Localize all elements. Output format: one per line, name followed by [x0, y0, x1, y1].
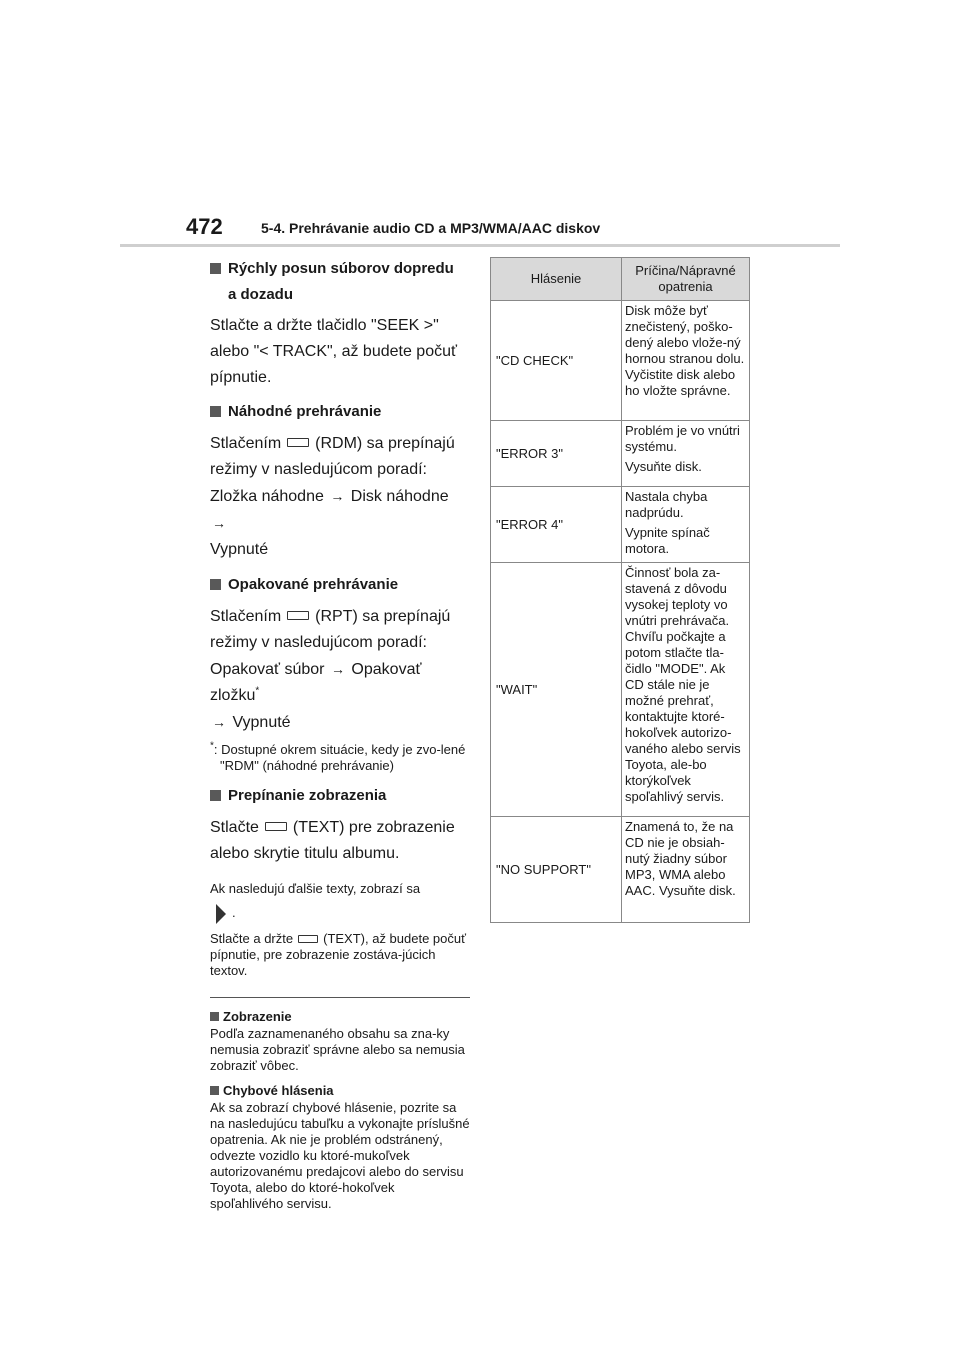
square-bullet-icon — [210, 1012, 219, 1021]
note-errors-text: Ak sa zobrazí chybové hlásenie, pozrite sa na nasledujúcu tabuľku a vykonajte príslušné opatrenia. Ak nie je problém odstránený, odvezte vozidlo ku ktoré-mukoľvek autorizovanému predajcovi alebo do servisu Toyota, alebo do ktoré-hokoľvek spoľahlivého servisu. — [210, 1100, 470, 1211]
fix-text: Činnosť bola za-stavená z dôvodu vysokej teploty vo vnútri prehrávača. Chvíľu počkajte a potom stlačte tla-čidlo "MODE". Ak CD stále nie je možné prehrať, kontaktujte ktoré-hokoľvek autorizo-vaného alebo servis Toyota, ale-bo ktorýkoľvek spoľahlivý servis. — [625, 565, 741, 804]
fix-text: Problém je vo vnútri systému. — [625, 423, 740, 454]
table-row — [491, 563, 750, 817]
display-more-text — [210, 877, 470, 925]
page-number: 472 — [186, 214, 223, 239]
random-seq-1: Zložka náhodne — [210, 488, 324, 505]
note-errors-title-text: Chybové hlásenia — [223, 1083, 334, 1098]
random-text — [210, 431, 470, 563]
table-cell-message: "ERROR 4" — [491, 487, 622, 563]
button-icon — [287, 611, 309, 620]
repeat-title-text: Opakované prehrávanie — [228, 576, 399, 593]
right-arrow-icon: → — [330, 661, 345, 677]
square-bullet-icon — [210, 790, 221, 801]
display-text-before: Stlačte — [210, 819, 259, 836]
display-text — [210, 815, 470, 867]
right-arrow-icon: → — [212, 515, 226, 531]
table-cell-fix — [622, 421, 750, 487]
display-more-end: . — [232, 905, 236, 920]
note-display-title — [210, 1008, 470, 1026]
random-title — [210, 399, 470, 425]
more-arrow-icon — [216, 904, 226, 924]
button-icon — [287, 438, 309, 447]
table-header-row — [491, 258, 750, 301]
display-more-label: Ak nasledujú ďalšie texty, zobrazí sa — [210, 881, 421, 896]
footnote-mark: * — [210, 740, 214, 752]
square-bullet-icon — [210, 263, 221, 274]
repeat-seq-2: Opakovať zložku — [210, 661, 422, 704]
table-row — [491, 301, 750, 421]
fix-text: Disk môže byť znečistený, poško-dený alebo vlože-ný hornou stranou dolu. — [625, 303, 745, 366]
repeat-title — [210, 572, 470, 598]
repeat-seq-3: Vypnuté — [232, 714, 291, 731]
right-arrow-icon: → — [212, 714, 226, 730]
table-row — [491, 487, 750, 563]
repeat-footnote — [210, 742, 470, 774]
repeat-footnote-text: : Dostupné okrem situácie, kedy je zvo-lené "RDM" (náhodné prehrávanie) — [213, 742, 466, 773]
table-cell-fix — [622, 301, 750, 421]
display-hold-after: (TEXT), až budete počuť pípnutie, pre zobrazenie zostáva-júcich textov. — [210, 931, 466, 978]
table-row — [491, 817, 750, 923]
display-title-text: Prepínanie zobrazenia — [228, 787, 387, 804]
table-cell-message: "CD CHECK" — [491, 301, 622, 421]
fast-seek-text: Stlačte a držte tlačidlo "SEEK >" alebo "< TRACK", až budete počuť pípnutie. — [210, 317, 457, 386]
square-bullet-icon — [210, 406, 221, 417]
repeat-text-before: Stlačením — [210, 608, 282, 625]
table-cell-message: "WAIT" — [491, 563, 622, 817]
repeat-text — [210, 604, 470, 736]
random-title-text: Náhodné prehrávanie — [228, 403, 382, 420]
table-header-message: Hlásenie — [491, 258, 622, 301]
fast-seek-title-line2: a dozadu — [228, 286, 294, 303]
fix-text: Vypnite spínač motora. — [625, 525, 710, 556]
table-cell-message: "ERROR 3" — [491, 421, 622, 487]
section-title: 5-4. Prehrávanie audio CD a MP3/WMA/AAC diskov — [261, 220, 601, 236]
header-rule — [120, 244, 840, 247]
display-hold-before: Stlačte a držte — [210, 931, 294, 946]
section-divider — [210, 997, 470, 998]
repeat-text-after: (RPT) sa prepínajú režimy v nasledujúcom poradí: — [210, 608, 451, 651]
table-cell-fix — [622, 817, 750, 923]
fix-text: Vyčistite disk alebo ho vložte správne. — [625, 367, 736, 398]
fast-seek-title-line1: Rýchly posun súborov dopredu — [228, 260, 454, 277]
table-cell-fix — [622, 487, 750, 563]
fast-seek-title — [210, 256, 470, 308]
button-icon — [265, 822, 287, 831]
note-display-text: Podľa zaznamenaného obsahu sa zna-ky nemusia zobraziť správne alebo sa nemusia zobraziť vôbec. — [210, 1026, 465, 1073]
button-icon — [298, 935, 318, 943]
note-errors-title — [210, 1082, 470, 1100]
note-display-title-text: Zobrazenie — [223, 1009, 292, 1024]
random-seq-2: Disk náhodne — [350, 488, 449, 505]
random-text-before: Stlačením — [210, 435, 282, 452]
repeat-seq-1: Opakovať súbor — [210, 661, 325, 678]
table-row — [491, 421, 750, 487]
random-text-after: (RDM) sa prepínajú režimy v nasledujúcom poradí: — [210, 435, 455, 478]
square-bullet-icon — [210, 1086, 219, 1095]
square-bullet-icon — [210, 579, 221, 590]
table-header-fix: Príčina/Nápravné opatrenia — [622, 258, 750, 301]
fix-text: Znamená to, že na CD nie je obsiah-nutý žiadny súbor MP3, WMA alebo AAC. Vysuňte disk. — [625, 819, 736, 898]
fix-text: Nastala chyba nadprúdu. — [625, 489, 708, 520]
footnote-mark: * — [255, 685, 260, 697]
fix-text: Vysuňte disk. — [625, 459, 702, 474]
table-cell-fix — [622, 563, 750, 817]
left-column — [210, 256, 470, 1212]
right-arrow-icon: → — [330, 488, 345, 504]
display-text-after: (TEXT) pre zobrazenie alebo skrytie titulu albumu. — [210, 819, 455, 862]
display-title — [210, 783, 470, 809]
random-seq-3: Vypnuté — [210, 541, 269, 558]
table-cell-message: "NO SUPPORT" — [491, 817, 622, 923]
display-hold-text — [210, 931, 470, 979]
error-messages-table — [490, 257, 750, 923]
